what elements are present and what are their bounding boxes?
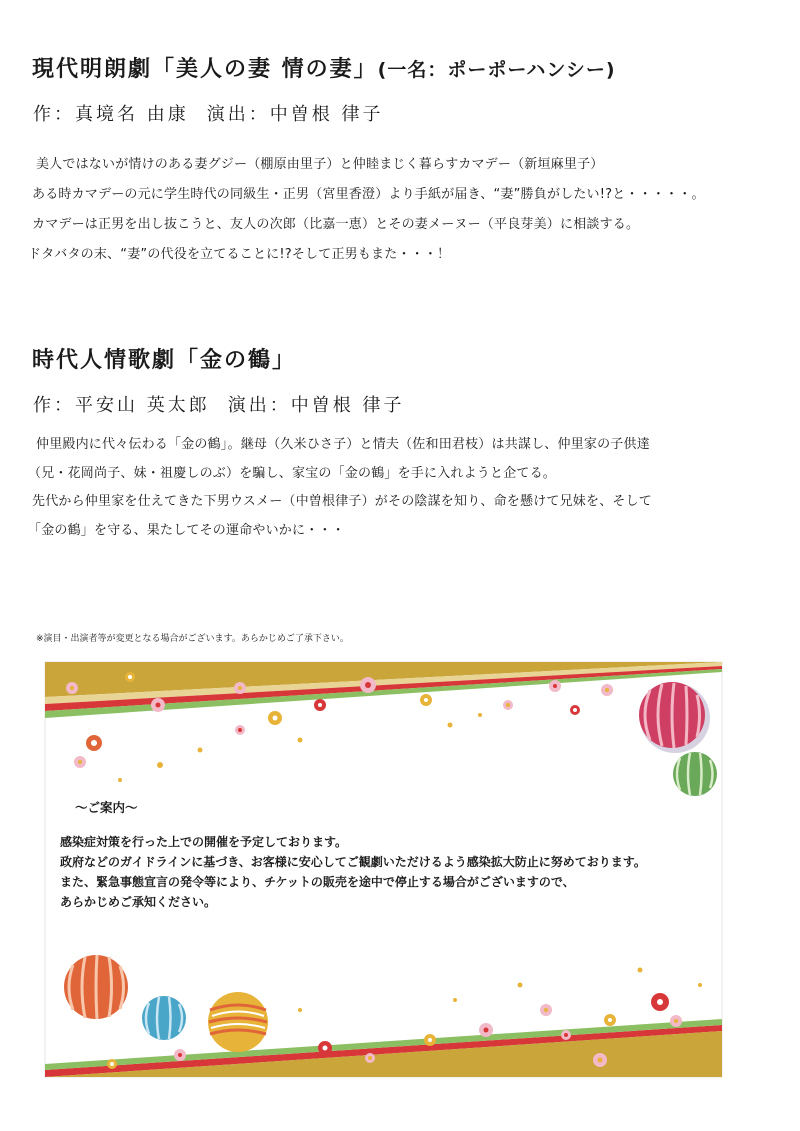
info-line: また、緊急事態宣言の発令等により、チケットの販売を途中で停止する場合がございますので、 <box>60 875 575 889</box>
show2-synopsis-line: 先代から仲里家を仕えてきた下男ウスメー（中曽根律子）がその陰謀を知り、命を懸けて兄妹を、そして <box>32 494 653 509</box>
paper-balloon-icon-blue <box>142 996 186 1040</box>
info-line: あらかじめご承知ください。 <box>60 895 217 909</box>
show2-synopsis-line: 「金の鶴」を守る、果たしてその運命やいかに・・・ <box>28 523 345 538</box>
show1-director: 演出：中曽根 律子 <box>206 104 384 125</box>
show2-title: 時代人情歌劇「金の鶴」 <box>32 348 297 373</box>
show1-title: 現代明朗劇「美人の妻 情の妻」 <box>32 57 378 82</box>
show1-synopsis-line: ある時カマデーの元に学生時代の同級生・正男（宮里香澄）より手紙が届き、“妻”勝負がしたい!?と・・・・・。 <box>32 187 705 202</box>
info-line: 政府などのガイドラインに基づき、お客様に安心してご観劇いただけるよう感染拡大防止に努めております。 <box>60 855 646 869</box>
show1-synopsis-line: 美人ではないが情けのある妻グジー（棚原由里子）と仲睦まじく暮らすカマデー（新垣麻里子） <box>36 157 604 172</box>
show1-synopsis-line: ドタバタの末、“妻”の代役を立てることに!?そして正男もまた・・・！ <box>28 247 451 262</box>
info-line: 感染症対策を行った上での開催を予定しております。 <box>60 835 348 849</box>
show2-synopsis-line: （兄・花岡尚子、妹・祖慶しのぶ）を騙し、家宝の「金の鶴」を手に入れようと企てる。 <box>28 466 557 481</box>
info-heading: ～ご案内～ <box>75 800 138 815</box>
show2-synopsis-line: 仲里殿内に代々伝わる「金の鶴」。継母（久米ひさ子）と情夫（佐和田君枝）は共謀し、仲里家の子供達 <box>36 437 650 452</box>
show2-director: 演出：中曽根 律子 <box>227 395 405 416</box>
show1-subtitle: (一名：ポーポーハンシー) <box>377 59 616 81</box>
show1-synopsis-line: カマデーは正男を出し抜こうと、友人の次郎（比嘉一恵）とその妻メーヌー（平良芽美）に相談する。 <box>32 217 640 232</box>
paper-balloon-icon-orange <box>64 955 128 1019</box>
show1-author: 作：真境名 由康 <box>33 104 189 125</box>
show2-author: 作：平安山 英太郎 <box>33 395 210 416</box>
paper-balloon-icon-yellow <box>208 992 268 1052</box>
change-notice: ※演目・出演者等が変更となる場合がございます。あらかじめご了承下さい。 <box>36 634 349 644</box>
paper-balloon-icon-green <box>673 752 717 796</box>
